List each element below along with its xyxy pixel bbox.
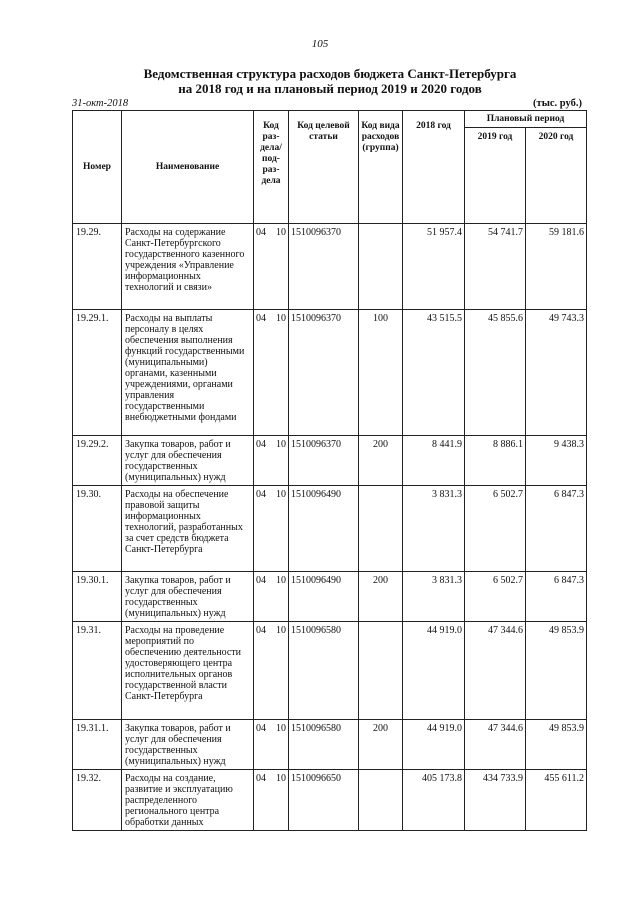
row-razdel [254,572,289,622]
podrazdel-code: 10 [276,439,286,450]
table-row [73,720,587,770]
row-number: 19.30. [73,486,122,572]
row-target-code: 1510096490 [289,486,359,572]
document-date: 31-окт-2018 [72,98,129,109]
table-row [73,572,587,622]
podrazdel-code: 10 [276,575,286,586]
row-target-code: 1510096490 [289,572,359,622]
header-plan-period: Плановый период [465,111,587,128]
razdel-code: 04 [256,575,266,586]
row-razdel [254,436,289,486]
row-name: Закупка товаров, работ и услуг для обеспечения государственных (муниципальных) нужд [122,436,254,486]
row-amount-2020: 49 853.9 [526,720,587,770]
row-number: 19.29.1. [73,310,122,436]
row-number: 19.29. [73,224,122,310]
row-amount-2019: 8 886.1 [465,436,526,486]
row-amount-2020: 6 847.3 [526,572,587,622]
row-razdel [254,224,289,310]
row-target-code: 1510096370 [289,224,359,310]
podrazdel-code: 10 [276,773,286,784]
row-vid-code: 100 [359,310,403,436]
row-number: 19.32. [73,770,122,831]
row-name: Расходы на выплаты персоналу в целях обеспечения выполнения функций государственными (муниципальными) органами, казенными учреждениями, органами управления государственными внебюджетными фондами [122,310,254,436]
row-amount-2018: 43 515.5 [403,310,465,436]
razdel-code: 04 [256,439,266,450]
row-target-code: 1510096650 [289,770,359,831]
row-amount-2019: 6 502.7 [465,486,526,572]
row-number: 19.30.1. [73,572,122,622]
budget-table [72,110,587,831]
row-razdel [254,486,289,572]
row-amount-2018: 44 919.0 [403,622,465,720]
row-razdel [254,720,289,770]
razdel-code: 04 [256,227,266,238]
header-2020: 2020 год [526,128,587,224]
razdel-code: 04 [256,625,266,636]
row-amount-2018: 44 919.0 [403,720,465,770]
row-name: Расходы на создание, развитие и эксплуатацию распределенного регионального центра обработки данных [122,770,254,831]
header-target: Код целевой статьи [289,111,359,224]
row-amount-2018: 51 957.4 [403,224,465,310]
row-amount-2020: 455 611.2 [526,770,587,831]
table-row [73,310,587,436]
razdel-code: 04 [256,773,266,784]
row-amount-2018: 8 441.9 [403,436,465,486]
row-vid-code [359,486,403,572]
row-amount-2020: 49 743.3 [526,310,587,436]
row-name: Расходы на содержание Санкт-Петербургского государственного казенного учреждения «Управление информационных технологий и связи» [122,224,254,310]
row-amount-2018: 3 831.3 [403,486,465,572]
row-name: Закупка товаров, работ и услуг для обеспечения государственных (муниципальных) нужд [122,720,254,770]
header-name: Наименование [122,111,254,224]
row-razdel [254,310,289,436]
page-number: 105 [311,38,329,50]
row-name: Закупка товаров, работ и услуг для обеспечения государственных (муниципальных) нужд [122,572,254,622]
row-razdel [254,622,289,720]
table-row [73,486,587,572]
row-amount-2020: 9 438.3 [526,436,587,486]
row-vid-code [359,622,403,720]
title-line-2: на 2018 год и на плановый период 2019 и 2020 годов [178,81,482,96]
header-2018: 2018 год [403,111,465,224]
row-amount-2019: 434 733.9 [465,770,526,831]
row-vid-code [359,224,403,310]
row-amount-2020: 49 853.9 [526,622,587,720]
row-name: Расходы на проведение мероприятий по обеспечению деятельности удостоверяющего центра исполнительных органов государственной власти Санкт-Петербурга [122,622,254,720]
podrazdel-code: 10 [276,723,286,734]
row-amount-2019: 47 344.6 [465,622,526,720]
row-number: 19.31. [73,622,122,720]
header-razdel: Код раз- дела/ под- раз- дела [254,111,289,224]
row-vid-code [359,770,403,831]
row-razdel [254,770,289,831]
row-number: 19.31.1. [73,720,122,770]
row-name: Расходы на обеспечение правовой защиты информационных технологий, разработанных за счет средств бюджета Санкт-Петербурга [122,486,254,572]
row-amount-2018: 3 831.3 [403,572,465,622]
row-vid-code: 200 [359,720,403,770]
row-target-code: 1510096580 [289,622,359,720]
row-amount-2019: 47 344.6 [465,720,526,770]
header-number: Номер [73,111,122,224]
row-target-code: 1510096370 [289,310,359,436]
row-amount-2020: 59 181.6 [526,224,587,310]
table-row [73,224,587,310]
row-amount-2020: 6 847.3 [526,486,587,572]
header-2019: 2019 год [465,128,526,224]
row-vid-code: 200 [359,572,403,622]
row-amount-2018: 405 173.8 [403,770,465,831]
row-amount-2019: 6 502.7 [465,572,526,622]
row-amount-2019: 45 855.6 [465,310,526,436]
table-row [73,622,587,720]
row-vid-code: 200 [359,436,403,486]
podrazdel-code: 10 [276,227,286,238]
header-vid: Код вида расходов (группа) [359,111,403,224]
podrazdel-code: 10 [276,489,286,500]
units-label: (тыс. руб.) [533,98,582,109]
row-target-code: 1510096580 [289,720,359,770]
table-row [73,770,587,831]
podrazdel-code: 10 [276,313,286,324]
document-title [60,66,600,96]
title-line-1: Ведомственная структура расходов бюджета Санкт-Петербурга [143,66,517,81]
row-amount-2019: 54 741.7 [465,224,526,310]
table-row [73,436,587,486]
row-target-code: 1510096370 [289,436,359,486]
row-number: 19.29.2. [73,436,122,486]
podrazdel-code: 10 [276,625,286,636]
razdel-code: 04 [256,723,266,734]
razdel-code: 04 [256,313,266,324]
razdel-code: 04 [256,489,266,500]
